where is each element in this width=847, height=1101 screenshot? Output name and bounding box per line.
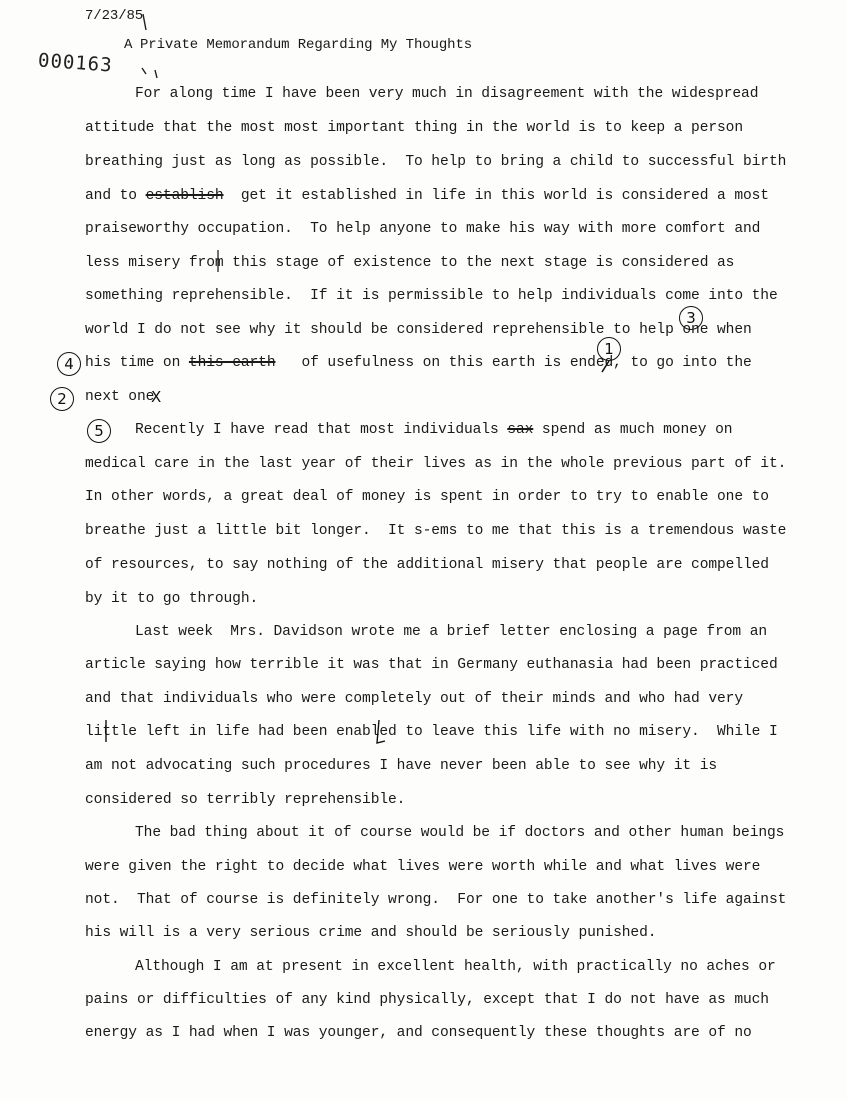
- text-line: article saying how terrible it was that in Germany euthanasia had been practiced: [85, 657, 778, 673]
- struck-word: sax: [507, 422, 534, 438]
- circled-number-1: 1: [597, 337, 621, 361]
- tick-mark: [142, 68, 146, 74]
- text-line: pains or difficulties of any kind physically, except that I do not have as much: [85, 992, 769, 1008]
- tick-mark: [155, 70, 157, 78]
- tick-mark: [143, 14, 146, 30]
- text-line: Last week Mrs. Davidson wrote me a brief letter enclosing a page from an: [135, 624, 768, 640]
- document-stamp: 000163: [37, 49, 114, 77]
- text-segment: his time on: [85, 355, 189, 371]
- text-line: world I do not see why it should be considered reprehensible to help one when: [85, 322, 752, 338]
- text-line: In other words, a great deal of money is spent in order to try to enable one to: [85, 489, 769, 505]
- struck-word: establish: [145, 188, 224, 204]
- text-line: considered so terribly reprehensible.: [85, 792, 406, 808]
- text-line: [135, 420, 732, 440]
- text-line: praiseworthy occupation. To help anyone to make his way with more comfort and: [85, 221, 761, 237]
- text-line: breathing just as long as possible. To help to bring a child to successful birth: [85, 154, 787, 170]
- page-title: Private Memorandum Regarding My Thoughts: [140, 37, 473, 53]
- circled-number-3: 3: [679, 306, 703, 330]
- text-line: Although I am at present in excellent health, with practically no aches or: [135, 959, 776, 975]
- circled-number-4: 4: [57, 352, 81, 376]
- date: 7/23/85: [85, 8, 144, 24]
- text-line: less misery from this stage of existence to the next stage is considered as: [85, 255, 735, 271]
- text-segment: and to: [85, 188, 146, 204]
- text-line: energy as I had when I was younger, and consequently these thoughts are of no: [85, 1025, 752, 1041]
- text-line: his will is a very serious crime and should be seriously punished.: [85, 925, 657, 941]
- circled-number-2: 2: [50, 387, 74, 411]
- text-line: medical care in the last year of their lives as in the whole previous part of it.: [85, 456, 787, 472]
- text-line: not. That of course is definitely wrong. For one to take another's life against: [85, 892, 787, 908]
- text-line: something reprehensible. If it is permissible to help individuals come into the: [85, 288, 778, 304]
- text-line: little left in life had been enabled to leave this life with no misery. While I: [85, 724, 778, 740]
- text-line: of resources, to say nothing of the additional misery that people are compelled: [85, 557, 769, 573]
- text-line: am not advocating such procedures I have never been able to see why it is: [85, 758, 718, 774]
- text-line: were given the right to decide what lives were worth while and what lives were: [85, 859, 761, 875]
- text-line: attitude that the most most important thing in the world is to keep a person: [85, 120, 743, 136]
- text-line: The bad thing about it of course would be if doctors and other human beings: [135, 825, 785, 841]
- text-line: next one: [85, 389, 155, 405]
- text-line: breathe just a little bit longer. It s-ems to me that this is a tremendous waste: [85, 523, 787, 539]
- circled-number-5: 5: [87, 419, 111, 443]
- text-segment: get it established in life in this world is considered a most: [223, 188, 769, 204]
- text-line: and that individuals who were completely out of their minds and who had very: [85, 691, 743, 707]
- x-mark: X: [151, 388, 162, 406]
- text-segment: spend as much money on: [533, 422, 733, 438]
- text-line: by it to go through.: [85, 591, 259, 607]
- text-line: For along time I have been very much in disagreement with the widespread: [135, 86, 759, 102]
- text-line: [85, 353, 752, 373]
- struck-phrase: this earth: [188, 355, 276, 371]
- text-line: [85, 186, 769, 206]
- text-segment: Recently I have read that most individuals: [135, 422, 508, 438]
- text-segment: of usefulness on this earth is ended, to go into the: [275, 355, 752, 371]
- title-prefix: A: [124, 37, 133, 53]
